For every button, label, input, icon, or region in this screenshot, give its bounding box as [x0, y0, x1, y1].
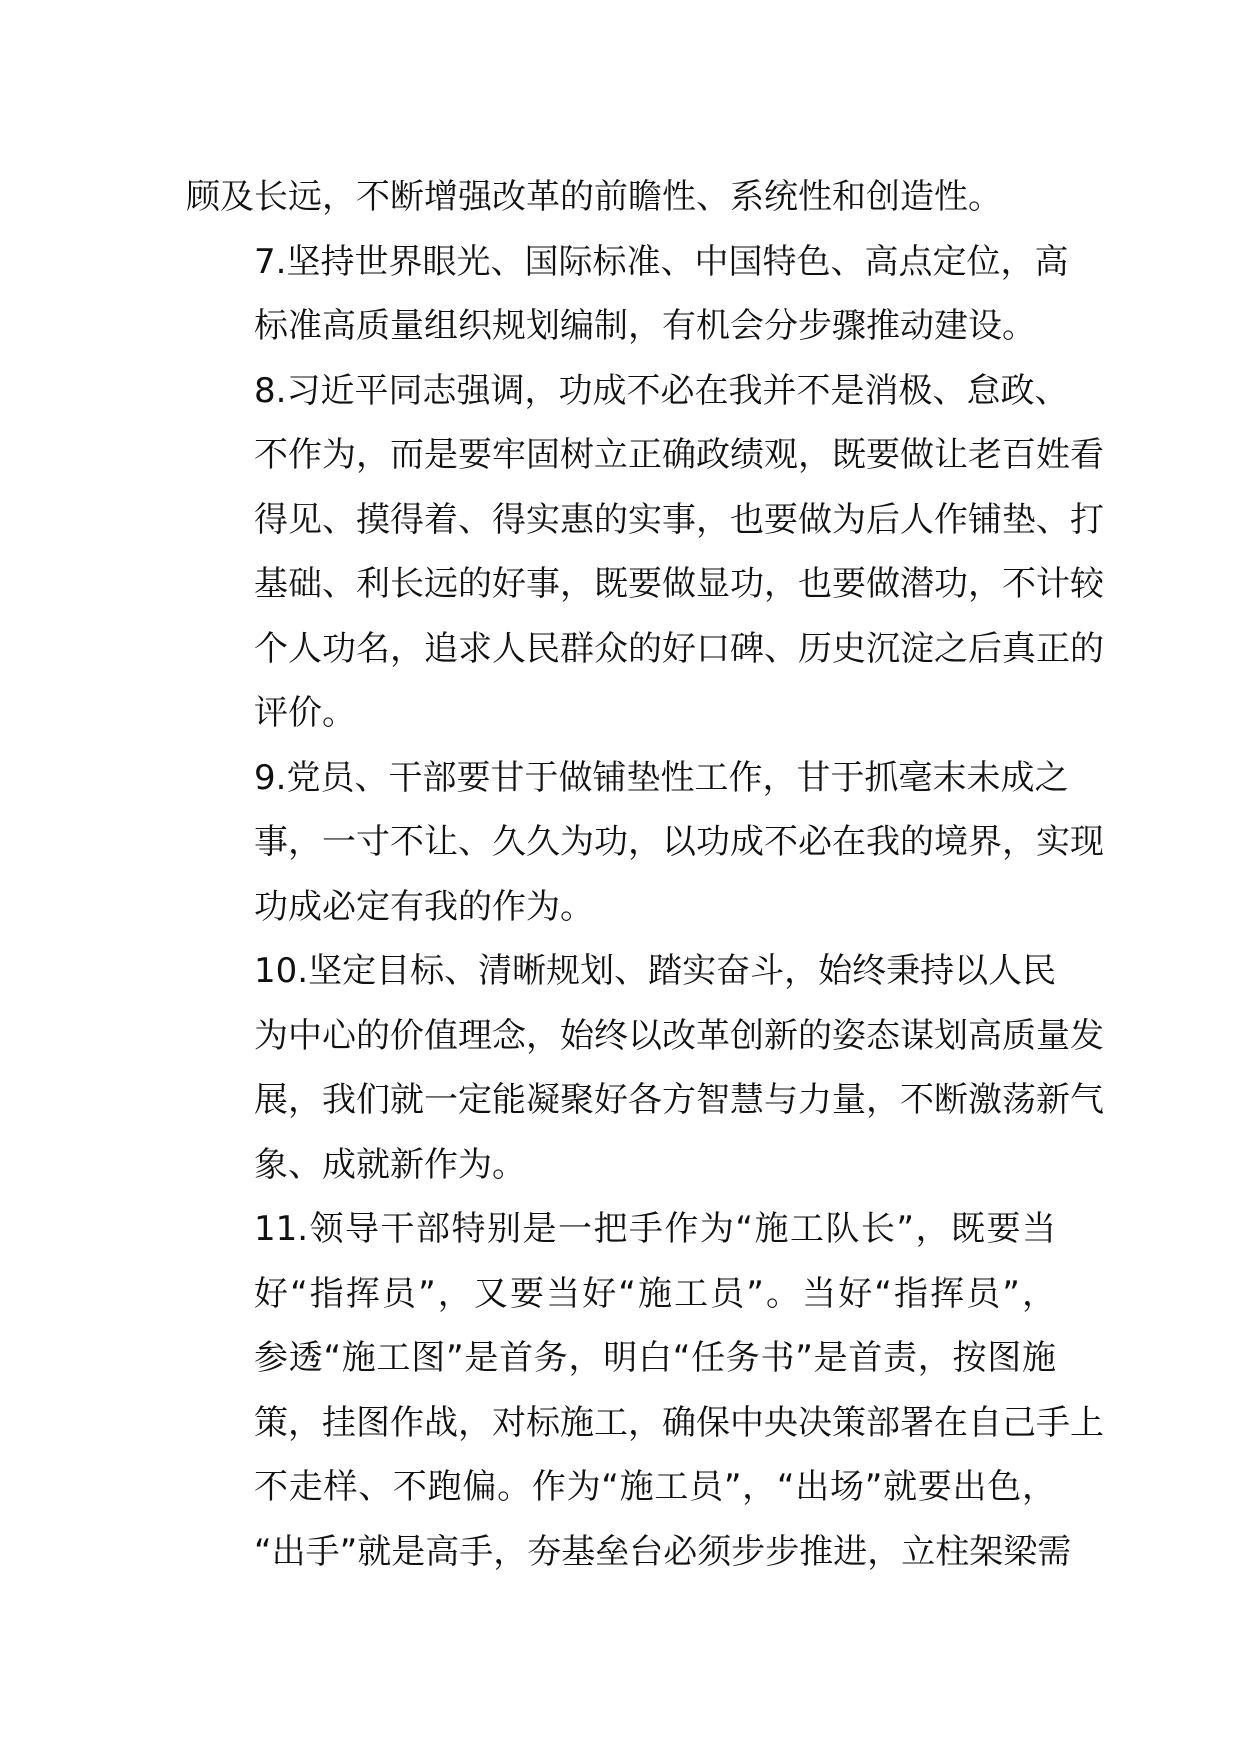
text-line: 策，挂图作战，对标施工，确保中央决策部署在自己手上	[254, 1402, 1104, 1443]
paragraph-item-8	[186, 359, 1104, 746]
text-line: 得见、摸得着、得实惠的实事，也要做为后人作铺垫、打	[254, 499, 1104, 540]
paragraph-item-9	[186, 746, 1104, 940]
text-line: 个人功名，追求人民群众的好口碑、历史沉淀之后真正的	[254, 628, 1104, 669]
paragraph-item-10	[186, 939, 1104, 1197]
body-text	[186, 165, 1104, 1584]
text-line: 7.坚持世界眼光、国际标准、中国特色、高点定位，高	[254, 241, 1069, 282]
text-line: 参透“施工图”是首务，明白“任务书”是首责，按图施	[254, 1338, 1056, 1378]
text-line: 基础、利长远的好事，既要做显功，也要做潜功，不计较	[254, 564, 1104, 604]
text-line: 为中心的价值理念，始终以改革创新的姿态谋划高质量发	[254, 1015, 1104, 1056]
text-line: 不作为，而是要牢固树立正确政绩观，既要做让老百姓看	[254, 435, 1104, 475]
text-line: 象、成就新作为。	[254, 1144, 526, 1185]
paragraph-continuation	[186, 165, 1056, 230]
text-line: 好“指挥员”，又要当好“施工员”。当好“指挥员”，	[254, 1273, 1056, 1314]
text-line: 顾及长远，不断增强改革的前瞻性、系统性和创造性。	[186, 177, 1002, 217]
text-line: 不走样、不跑偏。作为“施工员”，“出场”就要出色，	[254, 1467, 1056, 1507]
text-line: 10.坚定目标、清晰规划、踏实奋斗，始终秉持以人民	[254, 951, 1057, 991]
paragraph-item-11	[186, 1197, 1104, 1584]
text-line: 8.习近平同志强调，功成不必在我并不是消极、怠政、	[254, 370, 1069, 411]
text-line: 功成必定有我的作为。	[254, 886, 594, 927]
text-line: 展，我们就一定能凝聚好各方智慧与力量，不断激荡新气	[254, 1080, 1104, 1120]
text-line: 11.领导干部特别是一把手作为“施工队长”，既要当	[254, 1209, 1056, 1249]
text-line: 标准高质量组织规划编制，有机会分步骤推动建设。	[254, 306, 1036, 346]
text-line: 事，一寸不让、久久为功，以功成不必在我的境界，实现	[254, 822, 1104, 862]
paragraph-item-7	[186, 230, 1069, 359]
text-line: 9.党员、干部要甘于做铺垫性工作，甘于抓毫末未成之	[254, 757, 1069, 798]
text-line: “出手”就是高手，夯基垒台必须步步推进，立柱架梁需	[254, 1531, 1072, 1572]
text-line: 评价。	[254, 693, 356, 733]
